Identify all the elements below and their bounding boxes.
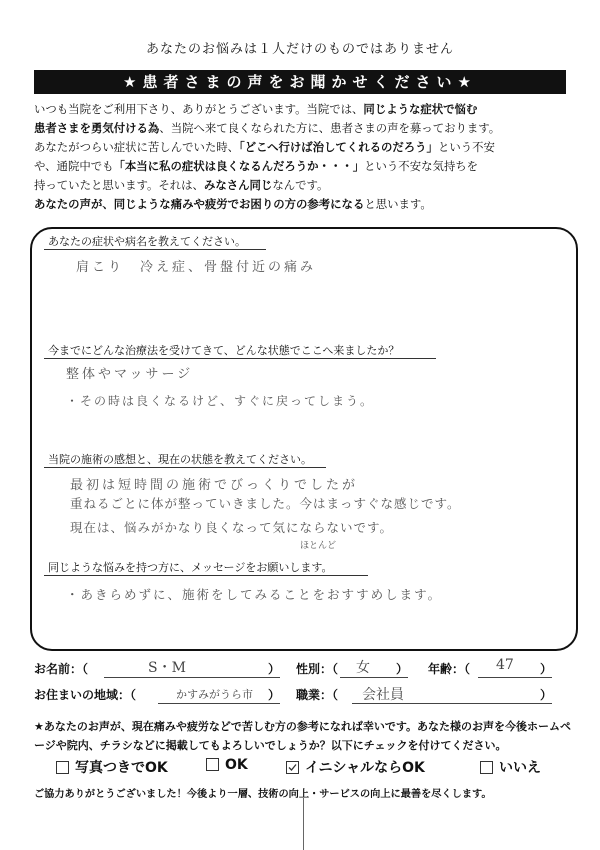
title-banner: ★患者さまの声をお聞かせください★ [34,70,566,94]
area-label: お住まいの地域：（ [34,688,137,702]
answer-message: ・あきらめずに、施術をしてみることをおすすめします。 [66,587,443,602]
gender-close: ） [396,662,409,676]
checkbox[interactable] [206,758,219,771]
answer-impression-2: 重ねるごとに体が整っていきました。今はまっすぐな感じです。 [70,496,461,511]
thanks-message: ご協力ありがとうございました！今後より一層、技術の向上・サービスの向上に最善を尽くします。 [34,789,492,800]
intro-text-l4a: や、通院中でも [34,159,114,173]
question-underline [44,358,436,359]
answer-symptoms: 肩こり 冷え症、骨盤付近の痛み [76,260,317,275]
area-close: ） [268,688,281,702]
gender-value: 女 [356,660,370,676]
intro-text-l5a: 持っていたと思います。それは、 [34,178,204,192]
intro-text [34,100,574,214]
answer-impression-note: ほとんど [300,541,337,551]
question-symptoms: あなたの症状や病名を教えてください。 [48,235,246,248]
option-label: いいえ [499,760,541,776]
publication-note: ★あなたのお声が、現在痛みや疲労などで苦しむ方の参考になれば幸いです。あなた様のお声を今後ホームページや院内、チラシなどに掲載してもよろしいでしょうか？以下にチェックを付けてください。 [34,720,571,752]
answer-impression-3: 現在は、悩みがかなり良くなって気にならないです。 [70,520,394,535]
intro-text-l2b: 、当院へ来て良くなられた方に、患者さまの声を募っております。 [159,121,501,135]
age-close: ） [540,662,553,676]
option-label: 写真つきでOK [75,760,168,776]
intro-bold-l3: 「どこへ行けば治してくれるのだろう」 [239,140,438,154]
question-underline [44,575,368,576]
question-treatment-history: 今までにどんな治療法を受けてきて、どんな状態でここへ来ましたか？ [48,344,400,357]
checkbox[interactable] [480,761,493,774]
intro-text-l4c: という不安な気持ちを [364,159,479,173]
intro-bold-l6: あなたの声が、同じような痛みや疲労でお困りの方の参考になる [34,197,365,211]
checkmark-icon [287,762,298,773]
name-underline [104,677,280,678]
checkbox-checked[interactable] [286,761,299,774]
age-value: 47 [496,657,514,673]
age-label: 年齢：（ [428,662,471,676]
answer-treatment-2: ・その時は良くなるけど、すぐに戻ってしまう。 [66,394,375,408]
job-label: 職業：（ [296,688,339,702]
option-no[interactable] [480,757,541,777]
fold-line [303,798,304,850]
intro-text-l3a: あなたがつらい症状に苦しんでいた時、 [34,140,240,154]
intro-bold-l4: 「本当に私の症状は良くなるんだろうか・・・」 [113,159,365,173]
name-value: S・M [148,660,186,676]
area-value: かすみがうら市 [176,688,253,701]
job-close: ） [540,688,553,702]
question-underline [44,249,266,250]
intro-bold-l5: みなさん同じ [203,178,273,192]
intro-text-l3c: という不安 [437,140,495,154]
answer-impression-1: 最初は短時間の施術でびっくりでしたが [70,478,359,493]
intro-bold-l2: 患者さまを勇気付ける為 [34,121,160,135]
intro-text-l5c: なんです。 [272,178,329,192]
tagline: あなたのお悩みは１人だけのものではありません [145,42,454,57]
name-label: お名前：（ [34,662,89,676]
question-impression: 当院の施術の感想と、現在の状態を教えてください。 [48,453,312,466]
answer-treatment-1: 整体やマッサージ [66,367,194,382]
gender-label: 性別：（ [296,662,339,676]
option-ok[interactable] [206,757,248,773]
intro-bold-l1: 同じような症状で悩む [363,102,478,116]
question-underline [44,467,326,468]
checkbox[interactable] [56,761,69,774]
intro-text-l1a: いつも当院をご利用下さり、ありがとうございます。当院では、 [34,102,364,116]
job-underline [352,703,552,704]
name-close: ） [268,662,281,676]
job-value: 会社員 [362,687,404,703]
option-initials[interactable] [286,757,425,777]
area-underline [158,703,280,704]
age-underline [478,677,552,678]
intro-text-l6b: と思います。 [364,197,432,211]
option-label: OK [225,757,248,773]
option-photo[interactable] [56,757,168,777]
gender-underline [340,677,408,678]
question-message: 同じような悩みを持つ方に、メッセージをお願いします。 [48,561,333,574]
option-label: イニシャルならOK [305,760,425,776]
